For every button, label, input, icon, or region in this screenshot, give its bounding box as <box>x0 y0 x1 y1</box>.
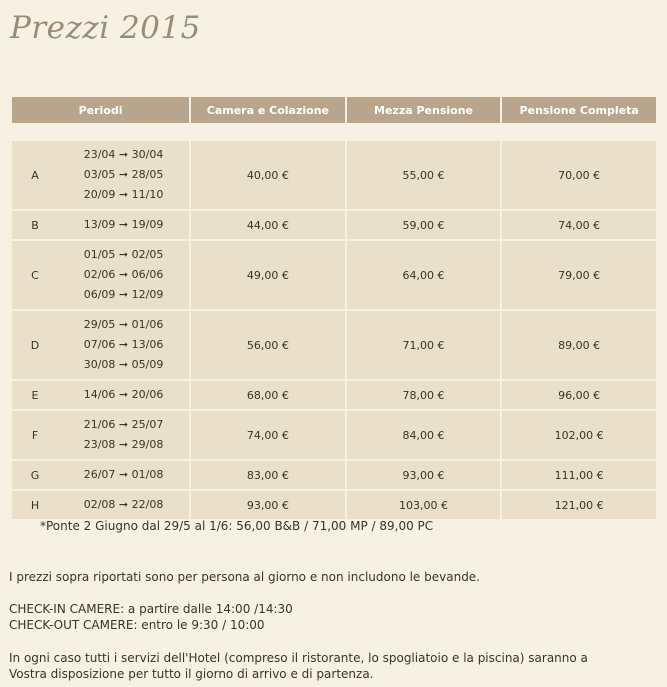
period-cell <box>12 381 189 409</box>
price-pensione-completa: 79,00 € <box>502 241 656 309</box>
price-mezza-pensione: 59,00 € <box>347 211 501 239</box>
period-cell <box>12 141 189 209</box>
table-row <box>12 241 656 309</box>
period-letter: A <box>31 168 39 182</box>
period-letter: H <box>30 498 40 512</box>
price-pensione-completa: 102,00 € <box>502 411 656 459</box>
date-range: 07/06 ➞ 13/06 <box>83 338 164 351</box>
page-title: Prezzi 2015 <box>10 10 201 46</box>
period-cell <box>12 461 189 489</box>
date-range: 30/08 ➞ 05/09 <box>83 358 164 371</box>
price-bb: 68,00 € <box>191 381 345 409</box>
price-mezza-pensione: 93,00 € <box>347 461 501 489</box>
price-pensione-completa: 70,00 € <box>502 141 656 209</box>
date-range: 02/06 ➞ 06/06 <box>83 268 164 281</box>
price-bb: 44,00 € <box>191 211 345 239</box>
price-bb: 93,00 € <box>191 491 345 519</box>
services-text-line1: In ogni caso tutti i servizi dell'Hotel (compreso il ristorante, lo spogliatoio e la piscina) saranno a <box>9 651 588 665</box>
price-bb: 40,00 € <box>191 141 345 209</box>
price-mezza-pensione: 64,00 € <box>347 241 501 309</box>
period-dates <box>58 311 189 379</box>
header-mezza-pensione: Mezza Pensione <box>347 97 501 123</box>
period-letter: G <box>30 468 40 482</box>
period-dates <box>58 491 189 519</box>
period-letter: D <box>30 338 40 352</box>
header-pensione-completa: Pensione Completa <box>502 97 656 123</box>
date-range: 26/07 ➞ 01/08 <box>83 468 164 481</box>
table-row <box>12 491 656 519</box>
table-row <box>12 141 656 209</box>
period-cell <box>12 491 189 519</box>
period-dates <box>58 141 189 209</box>
date-range: 20/09 ➞ 11/10 <box>83 188 164 201</box>
period-cell <box>12 211 189 239</box>
price-mezza-pensione: 84,00 € <box>347 411 501 459</box>
ponte-note: *Ponte 2 Giugno dal 29/5 al 1/6: 56,00 B&B / 71,00 MP / 89,00 PC <box>40 519 434 533</box>
period-letter: E <box>31 388 39 402</box>
price-bb: 83,00 € <box>191 461 345 489</box>
date-range: 01/05 ➞ 02/05 <box>83 248 164 261</box>
price-mezza-pensione: 55,00 € <box>347 141 501 209</box>
table-row <box>12 411 656 459</box>
price-pensione-completa: 96,00 € <box>502 381 656 409</box>
checkin-text: CHECK-IN CAMERE: a partire dalle 14:00 /14:30 <box>9 602 293 616</box>
price-pensione-completa: 74,00 € <box>502 211 656 239</box>
period-dates <box>58 381 189 409</box>
price-table <box>10 95 658 521</box>
price-pensione-completa: 111,00 € <box>502 461 656 489</box>
price-bb: 49,00 € <box>191 241 345 309</box>
date-range: 13/09 ➞ 19/09 <box>83 218 164 231</box>
date-range: 06/09 ➞ 12/09 <box>83 288 164 301</box>
price-bb: 74,00 € <box>191 411 345 459</box>
date-range: 02/08 ➞ 22/08 <box>83 498 164 511</box>
period-cell <box>12 311 189 379</box>
table-row <box>12 211 656 239</box>
price-pensione-completa: 89,00 € <box>502 311 656 379</box>
date-range: 14/06 ➞ 20/06 <box>83 388 164 401</box>
period-dates <box>58 211 189 239</box>
price-bb: 56,00 € <box>191 311 345 379</box>
period-letter: C <box>31 268 39 282</box>
header-periodi: Periodi <box>12 97 189 123</box>
period-dates <box>58 461 189 489</box>
period-cell <box>12 241 189 309</box>
period-cell <box>12 411 189 459</box>
price-mezza-pensione: 78,00 € <box>347 381 501 409</box>
header-camera-colazione: Camera e Colazione <box>191 97 345 123</box>
period-letter: F <box>31 428 39 442</box>
date-range: 29/05 ➞ 01/06 <box>83 318 164 331</box>
table-row <box>12 311 656 379</box>
table-spacer <box>12 125 656 139</box>
date-range: 23/08 ➞ 29/08 <box>83 438 164 451</box>
date-range: 03/05 ➞ 28/05 <box>83 168 164 181</box>
period-dates <box>58 411 189 459</box>
services-text-line2: Vostra disposizione per tutto il giorno di arrivo e di partenza. <box>9 667 374 681</box>
date-range: 23/04 ➞ 30/04 <box>83 148 164 161</box>
prices-info-text: I prezzi sopra riportati sono per persona al giorno e non includono le bevande. <box>9 570 481 584</box>
table-row <box>12 381 656 409</box>
price-mezza-pensione: 103,00 € <box>347 491 501 519</box>
checkout-text: CHECK-OUT CAMERE: entro le 9:30 / 10:00 <box>9 618 265 632</box>
table-row <box>12 461 656 489</box>
table-header-row <box>12 97 656 123</box>
price-pensione-completa: 121,00 € <box>502 491 656 519</box>
date-range: 21/06 ➞ 25/07 <box>83 418 164 431</box>
period-dates <box>58 241 189 309</box>
price-mezza-pensione: 71,00 € <box>347 311 501 379</box>
period-letter: B <box>31 218 39 232</box>
